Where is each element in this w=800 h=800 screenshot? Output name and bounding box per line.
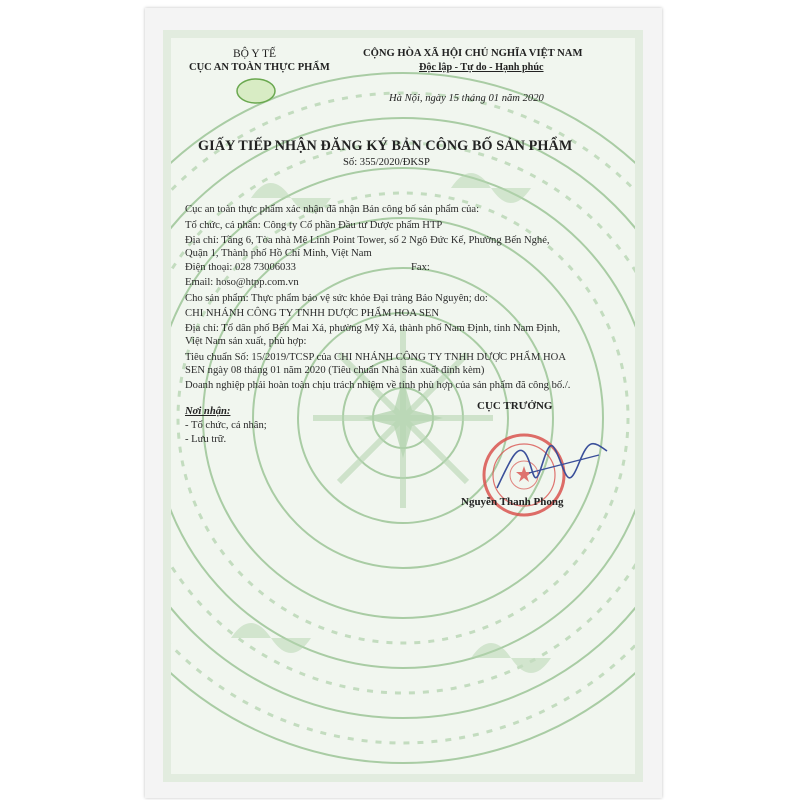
- manufacturer-address-line-1: Địa chỉ: Tổ dân phố Bến Mai Xá, phường Mỹ Xá, thành phố Nam Định, tỉnh Nam Định,: [185, 323, 561, 334]
- recipient-item: - Lưu trữ.: [185, 434, 227, 445]
- manufacturer-address-line-2: Việt Nam sản xuất, phù hợp:: [185, 336, 307, 347]
- national-motto: Độc lập - Tự do - Hạnh phúc: [419, 62, 544, 73]
- address-line-1: Địa chỉ: Tầng 6, Tòa nhà Mê Linh Point Tower, số 2 Ngô Đức Kế, Phường Bến Nghé,: [185, 235, 550, 246]
- email-line: Email: hoso@htpp.com.vn: [185, 277, 299, 288]
- phone-line: Điện thoại: 028 73006033: [185, 262, 296, 273]
- place-date: Hà Nội, ngày 15 tháng 01 năm 2020: [389, 93, 544, 104]
- agency-name: CỤC AN TOÀN THỰC PHẨM: [189, 62, 330, 73]
- organization-line: Tổ chức, cá nhân: Công ty Cổ phần Đầu tư Dược phẩm HTP: [185, 220, 443, 231]
- ministry-name: BỘ Y TẾ: [233, 48, 277, 60]
- product-line: Cho sản phẩm: Thực phẩm bảo vệ sức khỏe Đại tràng Bảo Nguyên; do:: [185, 293, 488, 304]
- vfa-logo: [235, 76, 277, 106]
- responsibility-line: Doanh nghiệp phải hoàn toàn chịu trách nhiệm về tính phù hợp của sản phẩm đã công bố./.: [185, 380, 571, 391]
- signatory-name: Nguyễn Thanh Phong: [461, 496, 564, 508]
- intro-line: Cục an toàn thực phẩm xác nhận đã nhận Bản công bố sản phẩm của:: [185, 204, 480, 215]
- signatory-title: CỤC TRƯỞNG: [477, 400, 553, 412]
- recipients-label: Nơi nhận:: [185, 406, 231, 417]
- fax-line: Fax:: [411, 262, 430, 273]
- standard-line-2: SEN ngày 08 tháng 01 năm 2020 (Tiêu chuẩn Nhà Sản xuất đính kèm): [185, 365, 485, 376]
- handwritten-signature: [489, 433, 619, 503]
- republic-name: CỘNG HÒA XÃ HỘI CHỦ NGHĨA VIỆT NAM: [363, 48, 583, 59]
- standard-line-1: Tiêu chuẩn Số: 15/2019/TCSP của CHI NHÁNH CÔNG TY TNHH DƯỢC PHẨM HOA: [185, 352, 566, 363]
- certificate-content: [171, 38, 635, 774]
- document-number: Số: 355/2020/ĐKSP: [343, 157, 430, 168]
- recipient-item: - Tổ chức, cá nhân;: [185, 420, 267, 431]
- manufacturer-line: CHI NHÁNH CÔNG TY TNHH DƯỢC PHẨM HOA SEN: [185, 308, 440, 319]
- address-line-2: Quận 1, Thành phố Hồ Chí Minh, Việt Nam: [185, 248, 372, 259]
- document-title: GIẤY TIẾP NHẬN ĐĂNG KÝ BẢN CÔNG BỐ SẢN PHẨM: [198, 138, 573, 154]
